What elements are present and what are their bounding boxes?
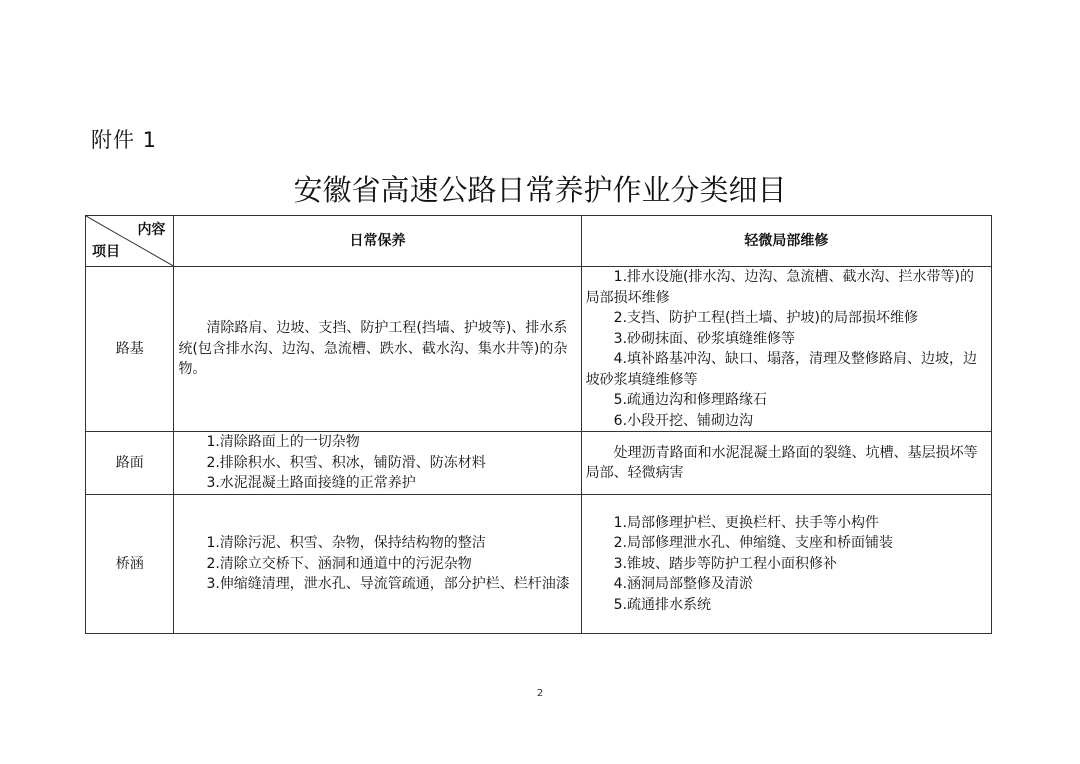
- daily-text: 清除路肩、边坡、支挡、防护工程(挡墙、护坡等)、排水系统(包含排水沟、边沟、急流槽、跌水、截水沟、集水井等)的杂物。: [178, 320, 568, 378]
- daily-cell-subgrade: [174, 267, 581, 432]
- header-daily-maintenance: 日常保养: [174, 216, 581, 267]
- diagonal-header-cell: [86, 216, 174, 267]
- daily-item: 3.水泥混凝土路面接缝的正常养护: [206, 475, 416, 492]
- daily-cell-bridge-culvert: [174, 495, 581, 634]
- minor-text: 处理沥青路面和水泥混凝土路面的裂缝、坑槽、基层损坏等局部、轻微病害: [585, 444, 978, 481]
- minor-item: 6.小段开挖、铺砌边沟: [613, 412, 754, 429]
- daily-item: 3.伸缩缝清理，泄水孔、导流管疏通，部分护栏、栏杆油漆: [206, 576, 570, 593]
- table-row: [86, 432, 992, 495]
- minor-item: 4.填补路基冲沟、缺口、塌落，清理及整修路肩、边坡，边坡砂浆填缝维修等: [585, 351, 978, 388]
- maintenance-classification-table: [85, 215, 992, 634]
- minor-item: 5.疏通边沟和修理路缘石: [613, 392, 768, 408]
- minor-item: 3.砂砌抹面、砂浆填缝维修等: [613, 330, 796, 347]
- daily-cell-pavement: [174, 432, 581, 495]
- header-item-label: 项目: [92, 243, 120, 260]
- minor-item: 1.局部修理护栏、更换栏杆、扶手等小构件: [613, 514, 880, 531]
- table-row: [86, 267, 992, 432]
- header-minor-repair: 轻微局部维修: [581, 216, 991, 267]
- document-title-text: 安徽省高速公路日常养护作业分类细目: [293, 173, 787, 207]
- table-header-row: [86, 216, 992, 267]
- document-title: [0, 168, 1080, 209]
- daily-item: 1.清除污泥、积雪、杂物，保持结构物的整洁: [206, 535, 486, 552]
- header-content-label: 内容: [137, 222, 166, 238]
- minor-cell-subgrade: [581, 267, 991, 432]
- row-item-subgrade: 路基: [86, 267, 174, 432]
- daily-item: 2.清除立交桥下、涵洞和通道中的污泥杂物: [206, 555, 472, 572]
- minor-item: 1.排水设施(排水沟、边沟、急流槽、截水沟、拦水带等)的局部损坏维修: [585, 269, 974, 306]
- table-row: [86, 495, 992, 634]
- minor-item: 4.涵洞局部整修及清淤: [613, 576, 754, 593]
- minor-item: 2.支挡、防护工程(挡土墙、护坡)的局部损坏维修: [613, 310, 918, 326]
- minor-cell-pavement: [581, 432, 991, 495]
- page-number: 2: [536, 688, 544, 699]
- minor-item: 2.局部修理泄水孔、伸缩缝、支座和桥面铺装: [613, 535, 894, 552]
- daily-item: 2.排除积水、积雪、积冰，铺防滑、防冻材料: [206, 454, 486, 471]
- attachment-label: 附件 1: [91, 128, 158, 152]
- daily-item: 1.清除路面上的一切杂物: [206, 434, 360, 451]
- row-item-pavement: 路面: [86, 432, 174, 495]
- row-item-bridge-culvert: 桥涵: [86, 495, 174, 634]
- minor-item: 3.锥坡、踏步等防护工程小面积修补: [613, 555, 838, 572]
- minor-cell-bridge-culvert: [581, 495, 991, 634]
- minor-item: 5.疏通排水系统: [613, 596, 712, 613]
